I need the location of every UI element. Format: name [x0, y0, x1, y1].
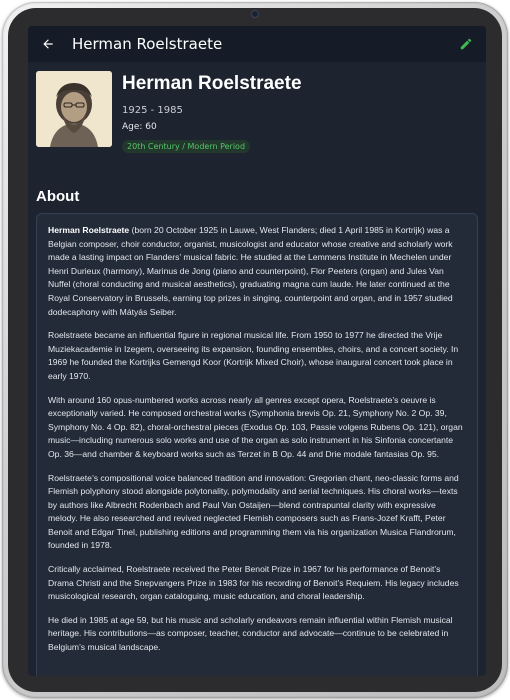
page-title: Herman Roelstraete: [72, 35, 223, 53]
pencil-icon: [459, 37, 473, 51]
age-label: Age: 60: [122, 122, 157, 132]
composer-photo: [36, 71, 112, 147]
period-badge: 20th Century / Modern Period: [122, 140, 250, 153]
about-paragraph-1-text: (born 20 October 1925 in Lauwe, West Flanders; died 1 April 1985 in Kortrijk) was a Belgian composer, choir conductor, organist, musicologist and educator whose creative and scholarly work made a lasting impact on Flanders’ musical fabric. He studied at the Lemmens Institute in Mechelen under Henri Durieux (harmony), Marinus de Jong (piano and counterpoint), Flor Peeters (organ) and Jules Van Nuffel (choral conducting and musical aesthetics), graduating magna cum laude. He later continued at the Royal Conservatory in Brussels, earning top prizes in singing, counterpoint and organ, and in 1957 studied dodecaphony with Mátyás Seiber.: [48, 225, 453, 317]
about-paragraph-1: [48, 224, 466, 319]
app-bar: [28, 26, 486, 62]
about-paragraph-6: He died in 1985 at age 59, but his music and scholarly endeavors remain influential within Flemish musical heritage. His contributions—as composer, teacher, conductor and advocate—continue to be celebrated in Belgium’s musical landscape.: [48, 614, 453, 653]
about-paragraph-3: With around 160 opus-numbered works across nearly all genres except opera, Roelstraete’s oeuvre is exceptionally varied. He composed orchestral works (Symphonia brevis Op. 21, Symphony No. 2 Op. 39, Symphony No. 4 Op. 82), choral-orchestral pieces (Exodus Op. 103, Passie volgens Rubens Op. 121), organ music—including numerous solo works and use of the organ as solo instrument in his Sinfonia concertante Op. 36—and chamber & keyboard works such as Terzet in B Op. 44 and Drie modale fantasias Op. 95.: [48, 394, 463, 459]
about-name-bold: Herman Roelstraete: [48, 225, 130, 235]
arrow-left-icon: [41, 37, 55, 51]
profile-header: [28, 62, 486, 188]
about-card: [36, 213, 478, 676]
front-camera: [251, 10, 259, 18]
profile-info: [122, 71, 302, 188]
composer-name: Herman Roelstraete: [122, 73, 302, 94]
tablet-frame: [2, 2, 508, 698]
about-paragraph-5: Critically acclaimed, Roelstraete received the Peter Benoit Prize in 1967 for his performance of Benoit’s Drama Christi and the Snepvangers Prize in 1983 for his recording of Benoit’s Requiem. His legacy includes musicological research, organ cataloguing, music education, and choral leadership.: [48, 564, 459, 602]
life-years: 1925 - 1985: [122, 105, 183, 116]
about-paragraph-2: Roelstraete became an influential figure in regional musical life. From 1950 to 1977 he directed the Vrije Muziekacademie in Izegem, overseeing its expansion, founding ensembles, choirs, and a concert society. In 1969 he founded the Kortrijks Gemengd Koor (Kortrijk Mixed Choir), whose inaugural concert took place in early 1970.: [48, 330, 459, 381]
back-button[interactable]: [38, 34, 58, 54]
edit-button[interactable]: [456, 34, 476, 54]
screen: [28, 26, 486, 676]
about-heading: About: [36, 188, 80, 205]
about-paragraph-4: Roelstraete’s compositional voice balanced tradition and innovation: Gregorian chant, neo-classic forms and Flemish polyphony stood alongside polytonality, polymodality and serial techniques. His choral works—texts by authors like Albrecht Rodenbach and Paul Van Ostaijen—blend contrapuntal clarity with expressive melody. He also researched and revived neglected Flemish composers such as Frans-Jozef Krafft, Peter Benoit and Edgar Tinel, publishing editions and programming them via his organization Musica Flandrorum, founded in 1978.: [48, 472, 459, 551]
